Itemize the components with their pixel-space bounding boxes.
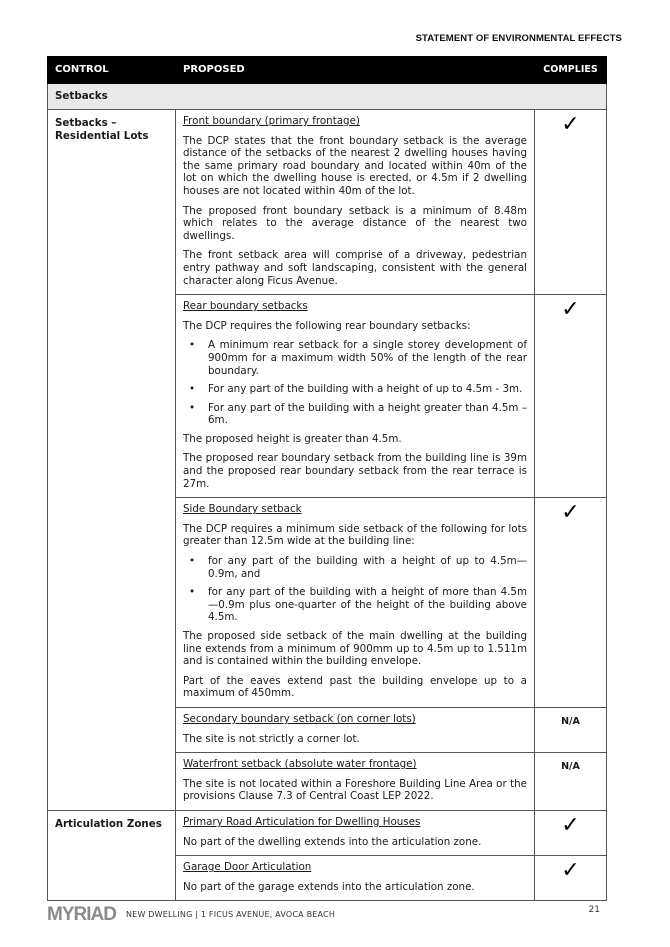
list-item: • For any part of the building with a height of up to 4.5m - 3m.	[183, 383, 527, 396]
list-item: • for any part of the building with a height of more than 4.5m—0.9m plus one-quarter of the height of the building above 4.5m.	[183, 586, 527, 624]
column-header-complies: COMPLIES	[535, 57, 607, 84]
myriad-logo: MYRIAD	[47, 904, 116, 925]
page-number: 21	[588, 905, 600, 915]
control-cell-articulation-zones: Articulation Zones	[48, 810, 176, 900]
controls-compliance-table	[47, 56, 607, 901]
complies-cell	[535, 295, 607, 498]
list-item: • For any part of the building with a height greater than 4.5m – 6m.	[183, 402, 527, 427]
proposed-cell-side-boundary	[176, 498, 535, 708]
proposed-cell-front-boundary	[176, 110, 535, 295]
proposed-cell-waterfront	[176, 753, 535, 811]
subheading-secondary-boundary: Secondary boundary setback (on corner lots)	[183, 712, 416, 725]
control-label-line1: Setbacks –	[55, 117, 117, 129]
not-applicable-label: N/A	[561, 715, 580, 727]
paragraph: The DCP states that the front boundary setback is the average distance of the setbacks of the nearest 2 dwelling houses having the same primary road boundary and located within 40m of the lot on which the dwelling house is erected, or 4.5m if 2 dwelling houses are not located within 40m of the lot.	[183, 134, 527, 197]
subheading-garage: Garage Door Articulation	[183, 861, 312, 874]
paragraph: The DCP requires the following rear boundary setbacks:	[183, 319, 471, 332]
paragraph: The proposed front boundary setback is a minimum of 8.48m which relates to the average distance of the nearest two dwellings.	[183, 204, 527, 242]
complies-cell	[535, 707, 607, 752]
paragraph: The proposed height is greater than 4.5m.	[183, 432, 402, 445]
section-row-setbacks	[48, 84, 607, 110]
paragraph: Part of the eaves extend past the building envelope up to a maximum of 450mm.	[183, 674, 527, 700]
table-row	[48, 110, 607, 295]
complies-cell	[535, 856, 607, 901]
control-cell-setbacks-residential	[48, 110, 176, 811]
subheading-front-boundary: Front boundary (primary frontage)	[183, 115, 360, 127]
complies-cell	[535, 498, 607, 708]
footer-project-title: NEW DWELLING | 1 FICUS AVENUE, AVOCA BEACH	[126, 910, 336, 919]
proposed-cell-rear-boundary	[176, 295, 535, 498]
bullet-list	[183, 339, 527, 427]
table-header-row	[48, 57, 607, 84]
paragraph: The DCP requires a minimum side setback of the following for lots greater than 12.5m wide at the building line:	[183, 522, 527, 548]
subheading-side-boundary: Side Boundary setback	[183, 503, 302, 516]
paragraph: The site is not strictly a corner lot.	[183, 732, 360, 745]
checkmark-icon: ✓	[561, 858, 580, 884]
paragraph: No part of the dwelling extends into the articulation zone.	[183, 835, 482, 848]
list-item: • A minimum rear setback for a single storey development of 900mm for a maximum width 50% of the length of the rear boundary.	[183, 339, 527, 377]
paragraph: The front setback area will comprise of a driveway, pedestrian entry pathway and soft landscaping, consistent with the general character along Ficus Avenue.	[183, 249, 527, 287]
checkmark-icon: ✓	[561, 297, 580, 323]
paragraph: The proposed rear boundary setback from the building line is 39m and the proposed rear boundary setback from the rear terrace is 27m.	[183, 452, 527, 490]
subheading-primary-road: Primary Road Articulation for Dwelling Houses	[183, 815, 421, 828]
paragraph: The proposed side setback of the main dwelling at the building line extends from a minimum of 900mm up to 4.5m up to 1.511m and is contained within the building envelope.	[183, 630, 527, 668]
checkmark-icon: ✓	[561, 812, 580, 838]
complies-cell	[535, 753, 607, 811]
complies-cell	[535, 810, 607, 855]
bullet-list	[183, 555, 527, 624]
subheading-waterfront: Waterfront setback (absolute water frontage)	[183, 758, 417, 771]
not-applicable-label: N/A	[561, 761, 580, 773]
subheading-rear-boundary: Rear boundary setbacks	[183, 300, 308, 313]
control-label-line2: Residential Lots	[55, 129, 149, 142]
column-header-proposed: PROPOSED	[176, 57, 535, 84]
proposed-cell-garage	[176, 856, 535, 901]
table-row	[48, 810, 607, 855]
proposed-cell-secondary-boundary	[176, 707, 535, 752]
proposed-cell-primary-road	[176, 810, 535, 855]
document-header-title: STATEMENT OF ENVIRONMENTAL EFFECTS	[415, 33, 622, 44]
list-item: • for any part of the building with a height of up to 4.5m—0.9m, and	[183, 555, 527, 580]
checkmark-icon: ✓	[561, 500, 580, 526]
complies-cell	[535, 110, 607, 295]
section-title-setbacks: Setbacks	[48, 84, 607, 110]
column-header-control: CONTROL	[48, 57, 176, 84]
paragraph: No part of the garage extends into the articulation zone.	[183, 880, 475, 893]
paragraph: The site is not located within a Foreshore Building Line Area or the provisions Clause 7.3 of Central Coast LEP 2022.	[183, 777, 527, 803]
checkmark-icon: ✓	[561, 112, 580, 137]
